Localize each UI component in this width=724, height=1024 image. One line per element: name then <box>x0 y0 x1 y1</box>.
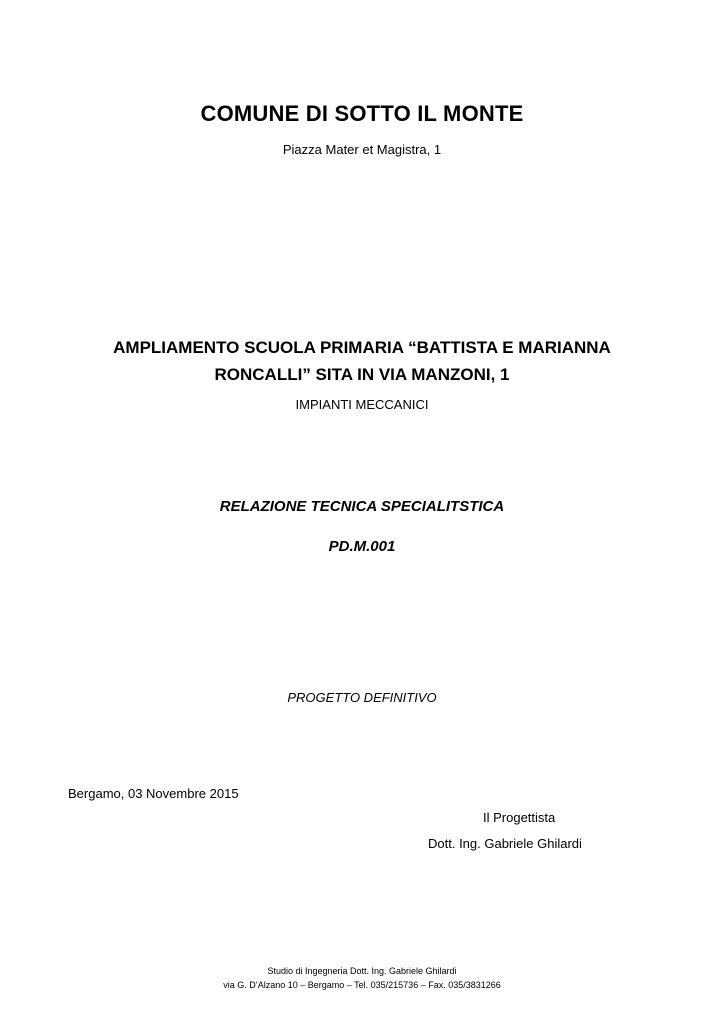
municipality-address: Piazza Mater et Magistra, 1 <box>282 142 442 157</box>
project-title-line-2: RONCALLI” SITA IN VIA MANZONI, 1 <box>214 365 510 384</box>
project-title <box>60 334 664 388</box>
project-phase: PROGETTO DEFINITIVO <box>287 690 437 705</box>
footer-contacts: via G. D’Alzano 10 – Bergamo – Tel. 035/215736 – Fax. 035/3831266 <box>223 980 501 990</box>
place-and-date: Bergamo, 03 Novembre 2015 <box>68 786 239 801</box>
municipality-title: COMUNE DI SOTTO IL MONTE <box>200 101 524 126</box>
signatory-role: Il Progettista <box>483 810 556 825</box>
signatory-name: Dott. Ing. Gabriele Ghilardi <box>428 836 582 851</box>
project-title-line-1: AMPLIAMENTO SCUOLA PRIMARIA “BATTISTA E MARIANNA <box>113 338 611 357</box>
project-subtitle: IMPIANTI MECCANICI <box>295 397 429 412</box>
report-code: PD.M.001 <box>328 538 396 555</box>
report-title: RELAZIONE TECNICA SPECIALITSTICA <box>219 498 505 515</box>
footer-studio: Studio di Ingegneria Dott. Ing. Gabriele Ghilardi <box>267 966 457 976</box>
